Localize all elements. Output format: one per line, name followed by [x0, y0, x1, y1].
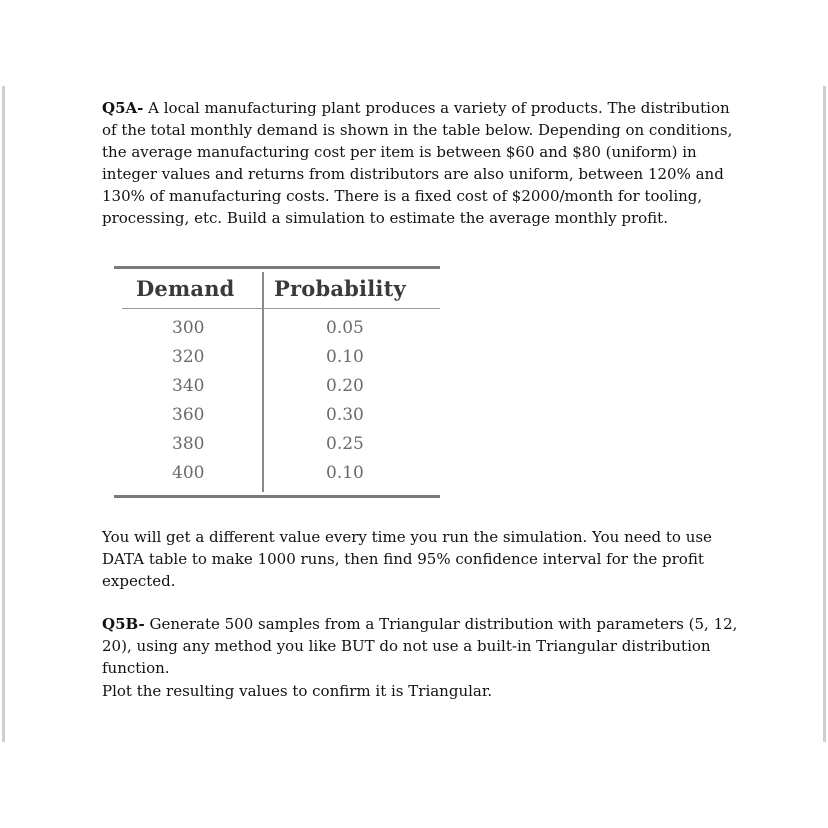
q5a-label: Q5A- [102, 99, 144, 117]
demand-cell: 360 [172, 405, 205, 425]
q5a-paragraph [102, 97, 742, 229]
q5b-plot-paragraph: Plot the resulting values to confirm it is Triangular. [102, 682, 493, 700]
table-row [114, 316, 440, 345]
table-body [114, 316, 440, 490]
header-demand: Demand [136, 276, 235, 301]
probability-cell: 0.25 [326, 434, 364, 454]
q5a-text: A local manufacturing plant produces a variety of products. The distribution of the total monthly demand is shown in the table below. Depending on conditions, the average manufacturing cost per item is between $60 and $80 (uniform) in integer values and returns from distributors are also uniform, between 120% and 130% of manufacturing costs. There is a fixed cost of $2000/month for tooling, processing, etc. Build a simulation to estimate the average monthly profit. [102, 99, 733, 227]
demand-cell: 340 [172, 376, 205, 396]
table-row [114, 374, 440, 403]
demand-cell: 400 [172, 463, 205, 483]
demand-cell: 380 [172, 434, 205, 454]
table-bottom-rule [114, 495, 440, 498]
header-probability: Probability [274, 276, 406, 301]
demand-probability-table [114, 266, 440, 498]
demand-cell: 300 [172, 318, 205, 338]
q5b-paragraph [102, 613, 742, 679]
probability-cell: 0.05 [326, 318, 364, 338]
table-header-rule [122, 308, 440, 309]
table-row [114, 345, 440, 374]
probability-cell: 0.20 [326, 376, 364, 396]
right-border-line [823, 86, 826, 742]
probability-cell: 0.30 [326, 405, 364, 425]
table-row [114, 432, 440, 461]
table-row [114, 403, 440, 432]
q5b-text: Generate 500 samples from a Triangular distribution with parameters (5, 12, 20), using any method you like BUT do not use a built-in Triangular distribution function. [102, 615, 738, 677]
q5b-label: Q5B- [102, 615, 145, 633]
q5a-followup-paragraph: You will get a different value every time you run the simulation. You need to use DATA table to make 1000 runs, then find 95% confidence interval for the profit expected. [102, 528, 712, 590]
demand-cell: 320 [172, 347, 205, 367]
table-row [114, 461, 440, 490]
left-border-line [2, 86, 5, 742]
probability-cell: 0.10 [326, 347, 364, 367]
table-top-rule [114, 266, 440, 269]
probability-cell: 0.10 [326, 463, 364, 483]
